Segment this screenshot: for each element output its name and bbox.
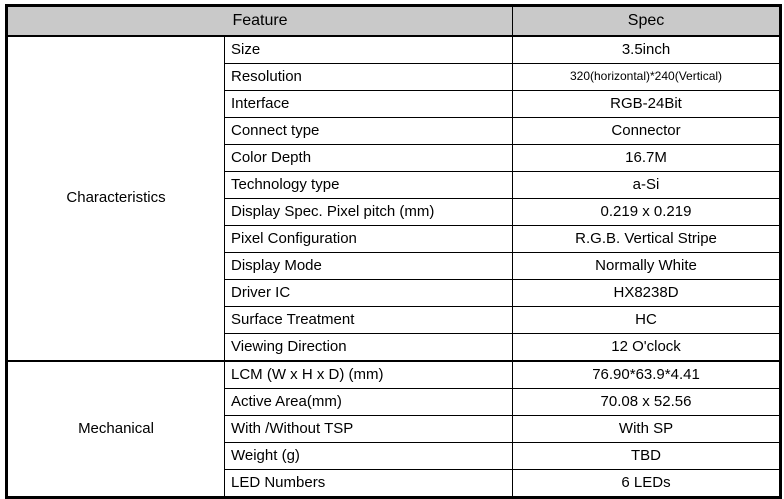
spec-cell: 76.90*63.9*4.41 xyxy=(513,361,781,389)
table-body xyxy=(7,36,781,498)
feature-cell: Size xyxy=(225,36,513,64)
feature-cell: LED Numbers xyxy=(225,470,513,498)
spec-cell: HC xyxy=(513,307,781,334)
feature-cell: Technology type xyxy=(225,172,513,199)
feature-cell: Surface Treatment xyxy=(225,307,513,334)
spec-cell: TBD xyxy=(513,443,781,470)
feature-cell: With /Without TSP xyxy=(225,416,513,443)
group-label-cell: Mechanical xyxy=(7,361,225,498)
feature-cell: LCM (W x H x D) (mm) xyxy=(225,361,513,389)
spec-cell: R.G.B. Vertical Stripe xyxy=(513,226,781,253)
feature-cell: Interface xyxy=(225,91,513,118)
table-header-row xyxy=(7,6,781,37)
group-label-cell: Characteristics xyxy=(7,36,225,361)
feature-cell: Driver IC xyxy=(225,280,513,307)
spec-cell: Normally White xyxy=(513,253,781,280)
feature-cell: Color Depth xyxy=(225,145,513,172)
table-row xyxy=(7,361,781,389)
feature-cell: Connect type xyxy=(225,118,513,145)
spec-cell: 6 LEDs xyxy=(513,470,781,498)
spec-cell: a-Si xyxy=(513,172,781,199)
feature-cell: Weight (g) xyxy=(225,443,513,470)
spec-cell: 12 O'clock xyxy=(513,334,781,362)
table-row xyxy=(7,36,781,64)
feature-cell: Resolution xyxy=(225,64,513,91)
spec-cell: HX8238D xyxy=(513,280,781,307)
spec-cell: 16.7M xyxy=(513,145,781,172)
spec-cell: 70.08 x 52.56 xyxy=(513,389,781,416)
specification-table xyxy=(5,4,782,499)
feature-cell: Pixel Configuration xyxy=(225,226,513,253)
spec-cell: 3.5inch xyxy=(513,36,781,64)
spec-cell: 320(horizontal)*240(Vertical) xyxy=(513,64,781,91)
spec-cell: RGB-24Bit xyxy=(513,91,781,118)
spec-cell: 0.219 x 0.219 xyxy=(513,199,781,226)
feature-cell: Display Spec. Pixel pitch (mm) xyxy=(225,199,513,226)
table-head xyxy=(7,6,781,37)
feature-cell: Active Area(mm) xyxy=(225,389,513,416)
spec-cell: With SP xyxy=(513,416,781,443)
column-header-feature: Feature xyxy=(7,6,513,37)
spec-cell: Connector xyxy=(513,118,781,145)
feature-cell: Display Mode xyxy=(225,253,513,280)
column-header-spec: Spec xyxy=(513,6,781,37)
feature-cell: Viewing Direction xyxy=(225,334,513,362)
